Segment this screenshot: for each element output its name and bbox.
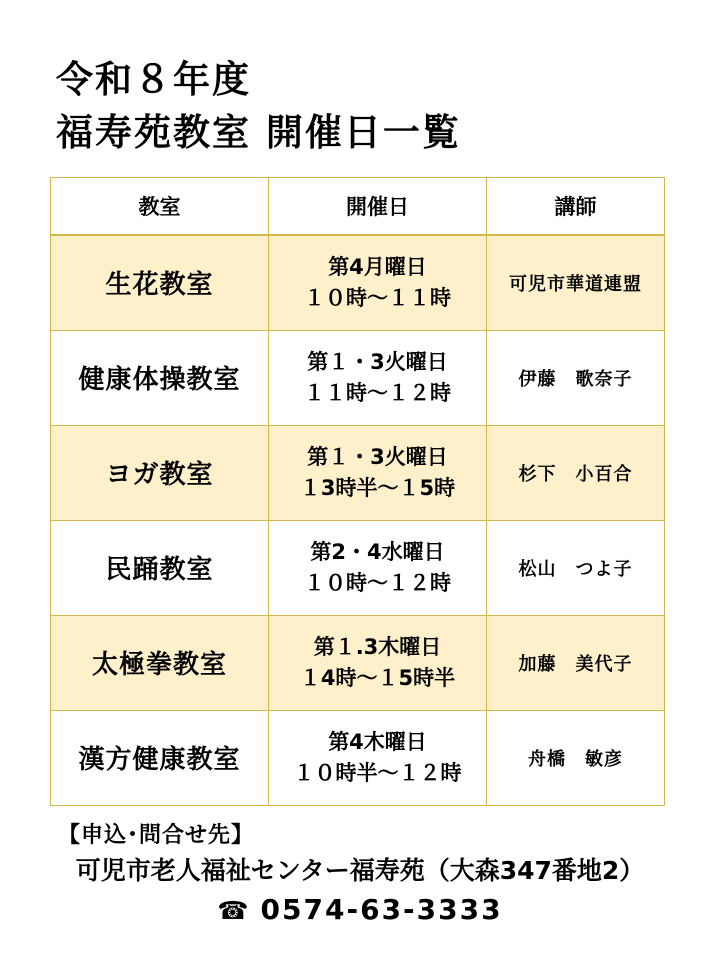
table-row (51, 615, 665, 710)
table-row (51, 520, 665, 615)
title-line-1: 令和８年度 (56, 58, 251, 101)
cell-instructor: 松山 つよ子 (487, 520, 665, 615)
cell-date-line2: １１時〜１２時 (304, 380, 451, 405)
column-header-instructor: 講師 (487, 178, 665, 236)
cell-date (269, 520, 487, 615)
cell-class-name: 民踊教室 (51, 520, 269, 615)
cell-date-line1: 第１・3火曜日 (307, 350, 448, 375)
schedule-table (50, 177, 665, 806)
cell-instructor: 舟橋 敏彦 (487, 710, 665, 805)
cell-date-line1: 第2・4水曜日 (310, 540, 445, 565)
cell-date-line2: １3時半〜１5時 (299, 475, 456, 500)
table-row (51, 425, 665, 520)
cell-date-line1: 第１.3木曜日 (313, 635, 442, 660)
cell-instructor: 伊藤 歌奈子 (487, 330, 665, 425)
cell-instructor: 可児市華道連盟 (487, 235, 665, 330)
column-header-class: 教室 (51, 178, 269, 236)
contact-phone (50, 893, 670, 926)
cell-class-name: 生花教室 (51, 235, 269, 330)
cell-date (269, 615, 487, 710)
table-header (51, 178, 665, 236)
column-header-date: 開催日 (269, 178, 487, 236)
page-title (56, 54, 670, 159)
cell-date (269, 235, 487, 330)
table-body (51, 235, 665, 805)
cell-date-line2: １4時〜１5時半 (299, 665, 456, 690)
table-row (51, 235, 665, 330)
cell-date-line2: １０時〜１２時 (304, 570, 451, 595)
table-row (51, 330, 665, 425)
title-line-2: 福寿苑教室 開催日一覧 (56, 110, 461, 154)
cell-date-line1: 第１・3火曜日 (307, 445, 448, 470)
cell-date (269, 330, 487, 425)
cell-instructor: 杉下 小百合 (487, 425, 665, 520)
telephone-icon: ☎ (217, 895, 251, 925)
cell-class-name: 太極拳教室 (51, 615, 269, 710)
contact-phone-number: 0574-63-3333 (260, 892, 503, 926)
cell-class-name: 漢方健康教室 (51, 710, 269, 805)
cell-date-line2: １０時半〜１２時 (293, 760, 462, 785)
cell-date-line1: 第4月曜日 (328, 255, 427, 280)
cell-instructor: 加藤 美代子 (487, 615, 665, 710)
contact-heading: 【申込･問合せ先】 (58, 822, 255, 848)
contact-address: 可児市老人福祉センター福寿苑（大森347番地2） (75, 855, 645, 885)
contact-footer (50, 818, 670, 926)
table-row (51, 710, 665, 805)
cell-date (269, 710, 487, 805)
cell-class-name: ヨガ教室 (51, 425, 269, 520)
cell-date (269, 425, 487, 520)
cell-date-line2: １０時〜１１時 (304, 285, 451, 310)
cell-date-line1: 第4木曜日 (328, 730, 427, 755)
cell-class-name: 健康体操教室 (51, 330, 269, 425)
table-header-row (51, 178, 665, 236)
